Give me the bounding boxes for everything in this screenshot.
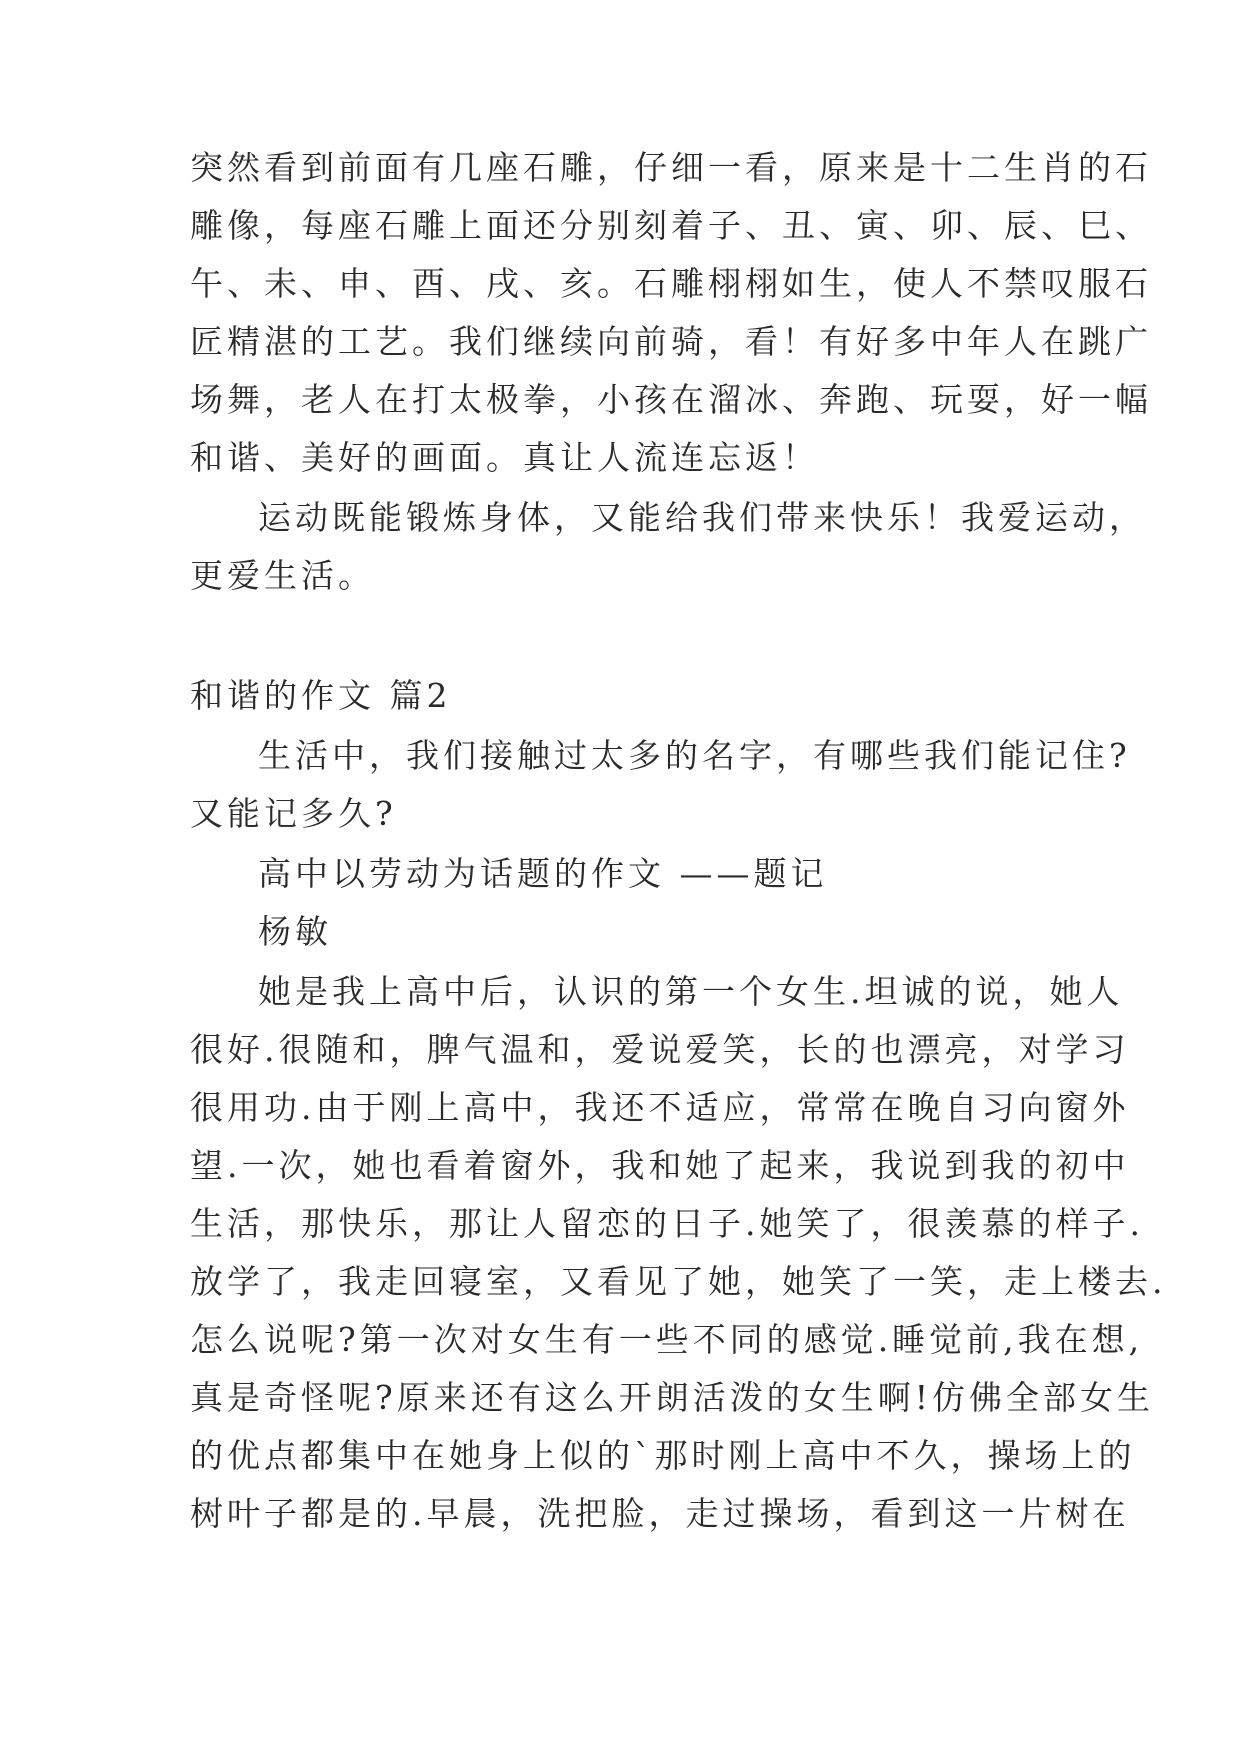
text-line: 放学了，我走回寝室，又看见了她，她笑了一笑，走上楼去.: [190, 1262, 1167, 1301]
text-line: 场舞，老人在打太极拳，小孩在溜冰、奔跑、玩耍，好一幅: [190, 380, 1152, 419]
text-line: 午、未、申、酉、戌、亥。石雕栩栩如生，使人不禁叹服石: [190, 264, 1152, 303]
section-heading: 和谐的作文 篇2: [190, 676, 452, 715]
paragraph-first-line: 她是我上高中后，认识的第一个女生.坦诚的说，她人: [258, 972, 1124, 1011]
subtitle-line: 高中以劳动为话题的作文 ——题记: [258, 854, 828, 893]
paragraph-first-line: 生活中，我们接触过太多的名字，有哪些我们能记住?: [258, 736, 1131, 775]
text-line: 真是奇怪呢?原来还有这么开朗活泼的女生啊!仿佛全部女生: [190, 1378, 1154, 1417]
text-line: 很用功.由于刚上高中，我还不适应，常常在晚自习向窗外: [190, 1088, 1130, 1127]
text-line: 更爱生活。: [190, 556, 375, 595]
text-line: 和谐、美好的画面。真让人流连忘返！: [190, 438, 819, 477]
text-line: 匠精湛的工艺。我们继续向前骑，看！有好多中年人在跳广: [190, 322, 1152, 361]
text-line: 树叶子都是的.早晨，洗把脸，走过操场，看到这一片树在: [190, 1494, 1130, 1533]
text-line: 的优点都集中在她身上似的`那时刚上高中不久，操场上的: [190, 1436, 1136, 1475]
text-line: 又能记多久?: [190, 794, 397, 833]
text-line: 望.一次，她也看着窗外，我和她了起来，我说到我的初中: [190, 1146, 1130, 1185]
text-line: 突然看到前面有几座石雕，仔细一看，原来是十二生肖的石: [190, 148, 1152, 187]
author-line: 杨敏: [258, 912, 332, 951]
text-line: 很好.很随和，脾气温和，爱说爱笑，长的也漂亮，对学习: [190, 1030, 1130, 1069]
text-line: 生活，那快乐，那让人留恋的日子.她笑了，很羡慕的样子.: [190, 1204, 1144, 1243]
text-line: 雕像，每座石雕上面还分别刻着子、丑、寅、卯、辰、巳、: [190, 206, 1152, 245]
text-line: 怎么说呢?第一次对女生有一些不同的感觉.睡觉前,我在想,: [190, 1320, 1144, 1359]
paragraph-first-line: 运动既能锻炼身体，又能给我们带来快乐！我爱运动，: [258, 498, 1146, 537]
